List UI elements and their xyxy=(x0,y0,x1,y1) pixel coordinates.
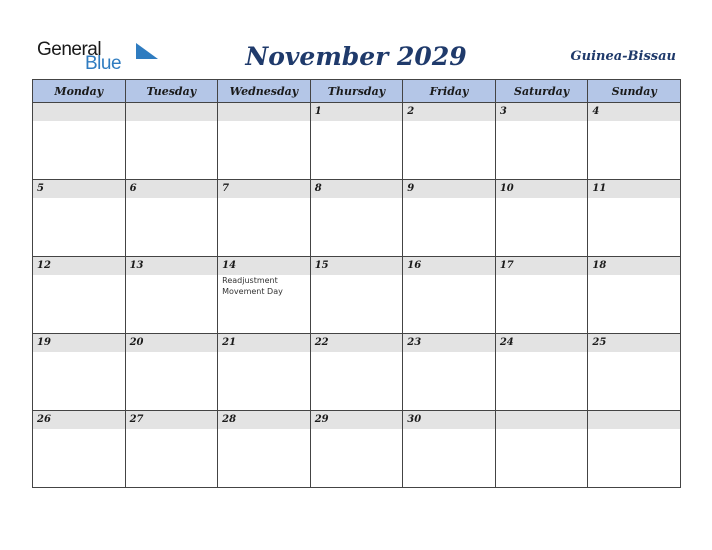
day-number: 3 xyxy=(496,103,588,121)
day-cell xyxy=(495,411,588,488)
day-cell-content xyxy=(496,257,588,333)
week-row xyxy=(33,180,681,257)
day-number: 8 xyxy=(311,180,403,198)
day-cell xyxy=(33,103,126,180)
day-cell xyxy=(125,103,218,180)
day-cell-content xyxy=(403,180,495,256)
day-number: 19 xyxy=(33,334,125,352)
day-cell xyxy=(125,411,218,488)
day-number xyxy=(126,103,218,121)
day-number xyxy=(218,103,310,121)
day-cell xyxy=(495,103,588,180)
day-cell-content xyxy=(311,334,403,410)
day-cell xyxy=(33,257,126,334)
holiday-event: Readjustment Movement Day xyxy=(222,276,283,296)
day-cell xyxy=(33,334,126,411)
day-cell-content xyxy=(403,411,495,487)
day-number: 26 xyxy=(33,411,125,429)
day-cell xyxy=(403,411,496,488)
day-number: 13 xyxy=(126,257,218,275)
day-cell xyxy=(403,103,496,180)
day-number: 28 xyxy=(218,411,310,429)
weekday-friday: Friday xyxy=(403,80,496,103)
day-cell-content xyxy=(496,180,588,256)
day-cell xyxy=(310,257,403,334)
day-cell xyxy=(125,334,218,411)
day-number xyxy=(588,411,680,429)
week-row xyxy=(33,411,681,488)
day-cell-content xyxy=(311,103,403,179)
day-number: 4 xyxy=(588,103,680,121)
day-cell-content xyxy=(496,411,588,487)
day-number: 14 xyxy=(218,257,310,275)
day-number: 24 xyxy=(496,334,588,352)
day-cell-content xyxy=(403,103,495,179)
day-cell xyxy=(218,411,311,488)
day-number: 15 xyxy=(311,257,403,275)
day-number: 23 xyxy=(403,334,495,352)
day-cell xyxy=(588,257,681,334)
week-row xyxy=(33,257,681,334)
day-cell-content xyxy=(33,103,125,179)
day-cell xyxy=(588,180,681,257)
day-cell-content xyxy=(218,334,310,410)
day-number: 10 xyxy=(496,180,588,198)
day-cell-content xyxy=(588,411,680,487)
day-number: 25 xyxy=(588,334,680,352)
day-cell xyxy=(218,257,311,334)
day-cell xyxy=(33,411,126,488)
day-cell-content xyxy=(218,257,310,333)
day-cell xyxy=(310,180,403,257)
day-number: 9 xyxy=(403,180,495,198)
day-cell-content xyxy=(33,257,125,333)
day-number: 30 xyxy=(403,411,495,429)
day-number: 27 xyxy=(126,411,218,429)
day-cell xyxy=(310,334,403,411)
day-cell xyxy=(495,334,588,411)
day-cell xyxy=(125,257,218,334)
day-cell xyxy=(218,180,311,257)
day-cell-content xyxy=(588,334,680,410)
day-cell xyxy=(495,257,588,334)
day-cell-content xyxy=(403,334,495,410)
day-cell-content xyxy=(311,180,403,256)
day-number: 11 xyxy=(588,180,680,198)
day-number: 16 xyxy=(403,257,495,275)
day-cell-content xyxy=(33,334,125,410)
day-number xyxy=(496,411,588,429)
day-cell-content xyxy=(33,411,125,487)
day-cell-content xyxy=(126,334,218,410)
calendar-body xyxy=(33,103,681,488)
day-number: 6 xyxy=(126,180,218,198)
day-number: 29 xyxy=(311,411,403,429)
day-number: 5 xyxy=(33,180,125,198)
logo-text-general: General xyxy=(37,39,102,60)
day-cell xyxy=(218,103,311,180)
week-row xyxy=(33,334,681,411)
day-cell-content xyxy=(496,334,588,410)
day-cell-content xyxy=(218,180,310,256)
day-cell-content xyxy=(126,180,218,256)
day-number: 22 xyxy=(311,334,403,352)
day-number: 12 xyxy=(33,257,125,275)
weekday-sunday: Sunday xyxy=(588,80,681,103)
day-cell xyxy=(218,334,311,411)
day-number: 20 xyxy=(126,334,218,352)
day-cell-content xyxy=(588,257,680,333)
day-cell-content xyxy=(126,103,218,179)
day-cell xyxy=(403,180,496,257)
day-cell xyxy=(495,180,588,257)
day-cell-content xyxy=(218,103,310,179)
day-cell xyxy=(33,180,126,257)
day-cell xyxy=(125,180,218,257)
day-cell-content xyxy=(588,180,680,256)
day-cell xyxy=(588,411,681,488)
logo-text-blue: Blue xyxy=(85,53,122,74)
day-cell-content xyxy=(126,257,218,333)
day-cell-content xyxy=(311,257,403,333)
day-number: 18 xyxy=(588,257,680,275)
day-number: 2 xyxy=(403,103,495,121)
day-cell-content xyxy=(403,257,495,333)
page-title: November 2029 xyxy=(245,42,467,71)
day-cell xyxy=(403,257,496,334)
day-cell-content xyxy=(218,411,310,487)
week-row xyxy=(33,103,681,180)
day-number: 1 xyxy=(311,103,403,121)
weekday-wednesday: Wednesday xyxy=(218,80,311,103)
day-number: 21 xyxy=(218,334,310,352)
day-cell xyxy=(310,103,403,180)
day-cell-content xyxy=(311,411,403,487)
day-number: 17 xyxy=(496,257,588,275)
day-cell xyxy=(588,334,681,411)
day-cell-content xyxy=(496,103,588,179)
day-cell xyxy=(403,334,496,411)
day-number xyxy=(33,103,125,121)
day-cell xyxy=(310,411,403,488)
weekday-header-row xyxy=(33,80,681,103)
day-cell-content xyxy=(588,103,680,179)
country-label: Guinea-Bissau xyxy=(570,49,676,64)
day-cell-content xyxy=(33,180,125,256)
day-cell xyxy=(588,103,681,180)
weekday-saturday: Saturday xyxy=(495,80,588,103)
day-cell-content xyxy=(126,411,218,487)
day-number: 7 xyxy=(218,180,310,198)
weekday-thursday: Thursday xyxy=(310,80,403,103)
weekday-monday: Monday xyxy=(33,80,126,103)
weekday-tuesday: Tuesday xyxy=(125,80,218,103)
calendar-grid xyxy=(32,79,681,488)
